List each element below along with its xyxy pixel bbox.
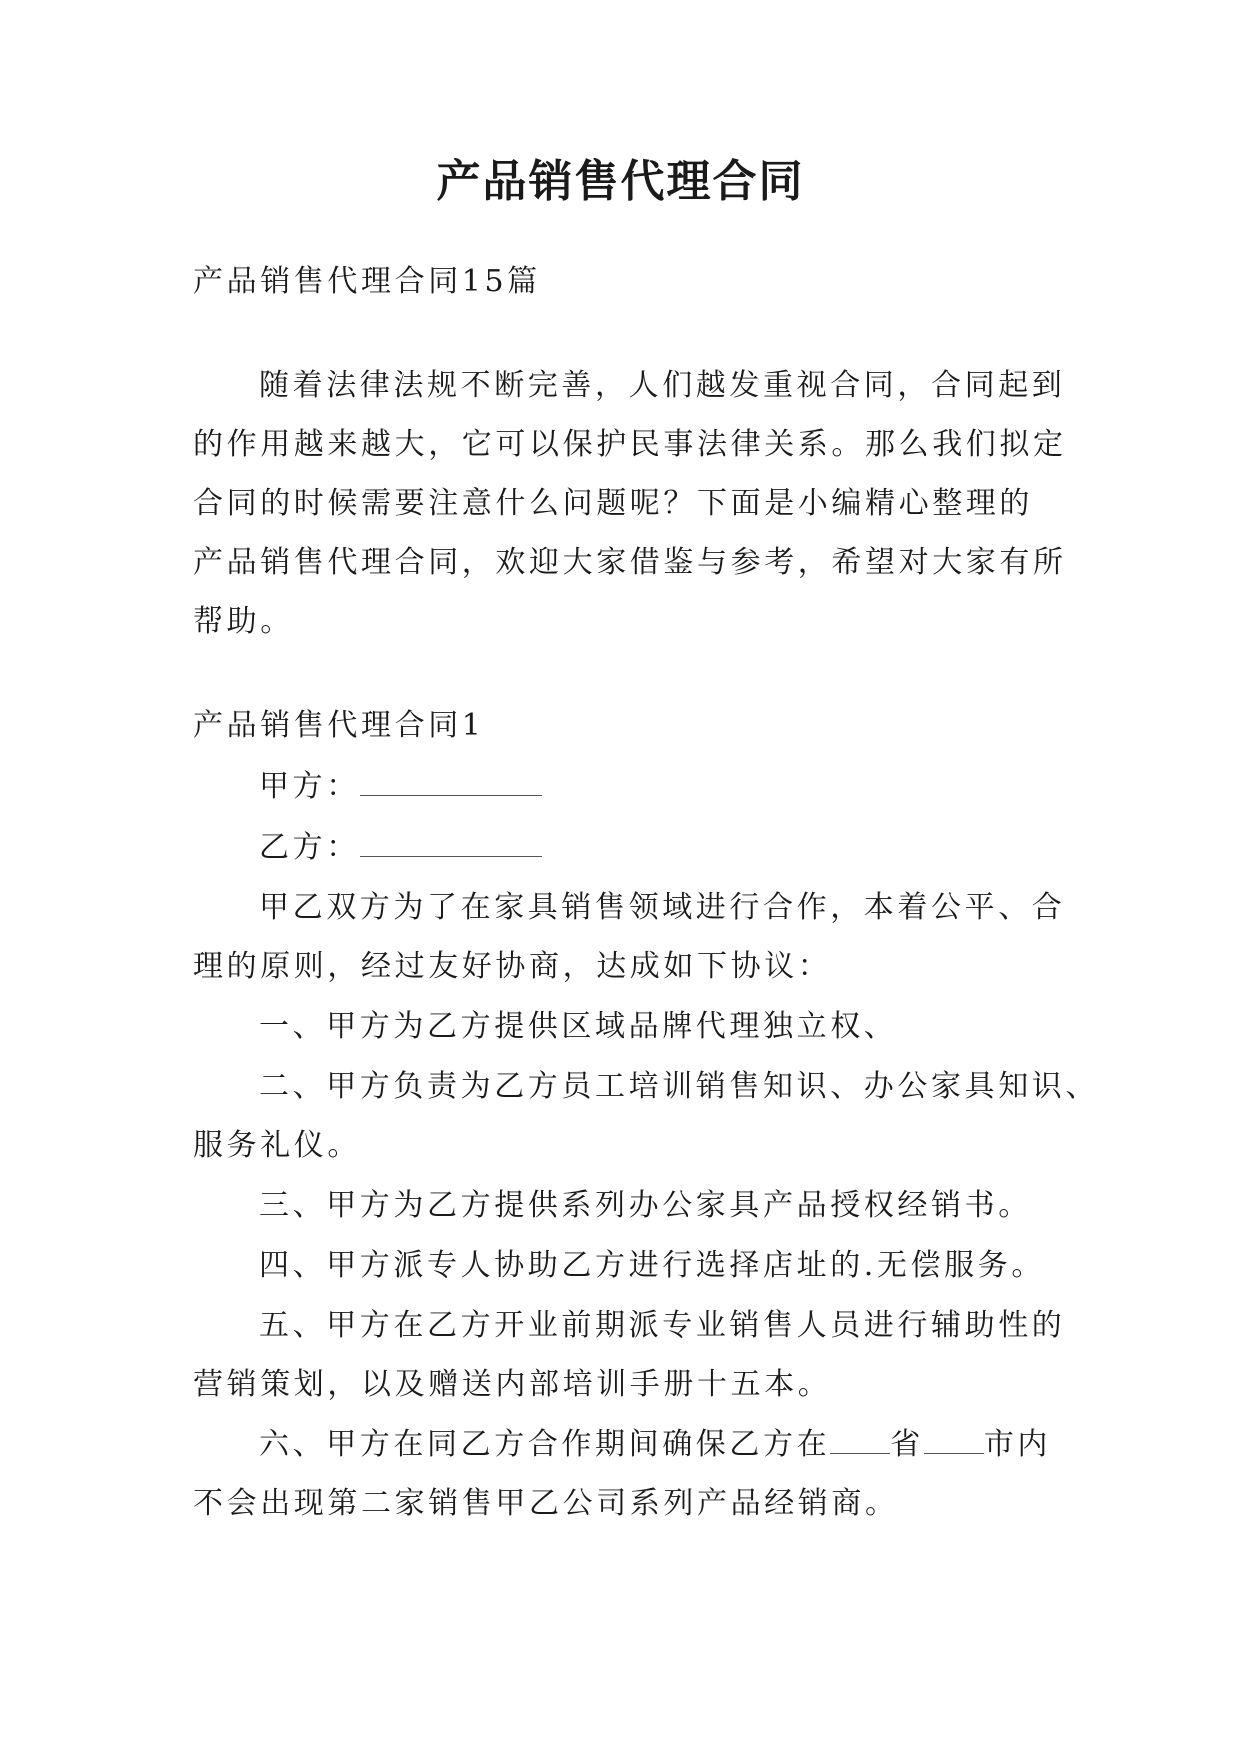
clause-6-part-2: 省 — [890, 1427, 924, 1462]
intro-line-2: 的作用越来越大，它可以保护民事法律关系。那么我们拟定 — [193, 427, 1067, 462]
clause-3: 三、甲方为乙方提供系列办公家具产品授权经销书。 — [259, 1188, 1032, 1223]
section-heading: 产品销售代理合同1 — [193, 708, 485, 743]
city-blank — [924, 1429, 984, 1454]
document-title: 产品销售代理合同 — [436, 156, 805, 207]
intro-line-3: 合同的时候需要注意什么问题呢？下面是小编精心整理的 — [193, 486, 1033, 521]
clause-6-part-1: 六、甲方在同乙方合作期间确保乙方在 — [259, 1427, 831, 1462]
party-b-line — [259, 818, 1053, 878]
intro-line-5: 帮助。 — [193, 604, 294, 639]
agreement-line-1: 甲乙双方为了在家具销售领域进行合作，本着公平、合 — [259, 890, 1066, 925]
intro-line-4: 产品销售代理合同，欢迎大家借鉴与参考，希望对大家有所 — [193, 545, 1067, 580]
clause-6-line-2: 不会出现第二家销售甲乙公司系列产品经销商。 — [193, 1486, 899, 1521]
clause-6-part-3: 市内 — [983, 1427, 1052, 1462]
document-subtitle: 产品销售代理合同15篇 — [193, 264, 541, 299]
clause-4: 四、甲方派专人协助乙方进行选择店址的.无偿服务。 — [259, 1248, 1045, 1283]
party-b-blank — [360, 832, 542, 857]
party-a-line — [259, 757, 1053, 817]
clause-2-line-1: 二、甲方负责为乙方员工培训销售知识、办公家具知识、 — [259, 1069, 1099, 1104]
party-a-label: 甲方： — [259, 769, 360, 804]
party-a-blank — [360, 771, 542, 796]
province-blank — [830, 1429, 890, 1454]
clause-5-line-1: 五、甲方在乙方开业前期派专业销售人员进行辅助性的 — [259, 1308, 1066, 1343]
intro-line-1: 随着法律法规不断完善，人们越发重视合同，合同起到 — [259, 368, 1066, 403]
clause-6-line-1 — [259, 1415, 1053, 1475]
agreement-line-2: 理的原则，经过友好协商，达成如下协议： — [193, 949, 832, 984]
clause-5-line-2: 营销策划，以及赠送内部培训手册十五本。 — [193, 1367, 832, 1402]
clause-1: 一、甲方为乙方提供区域品牌代理独立权、 — [259, 1009, 898, 1044]
clause-2-line-2: 服务礼仪。 — [193, 1128, 361, 1163]
party-b-label: 乙方： — [259, 830, 360, 865]
